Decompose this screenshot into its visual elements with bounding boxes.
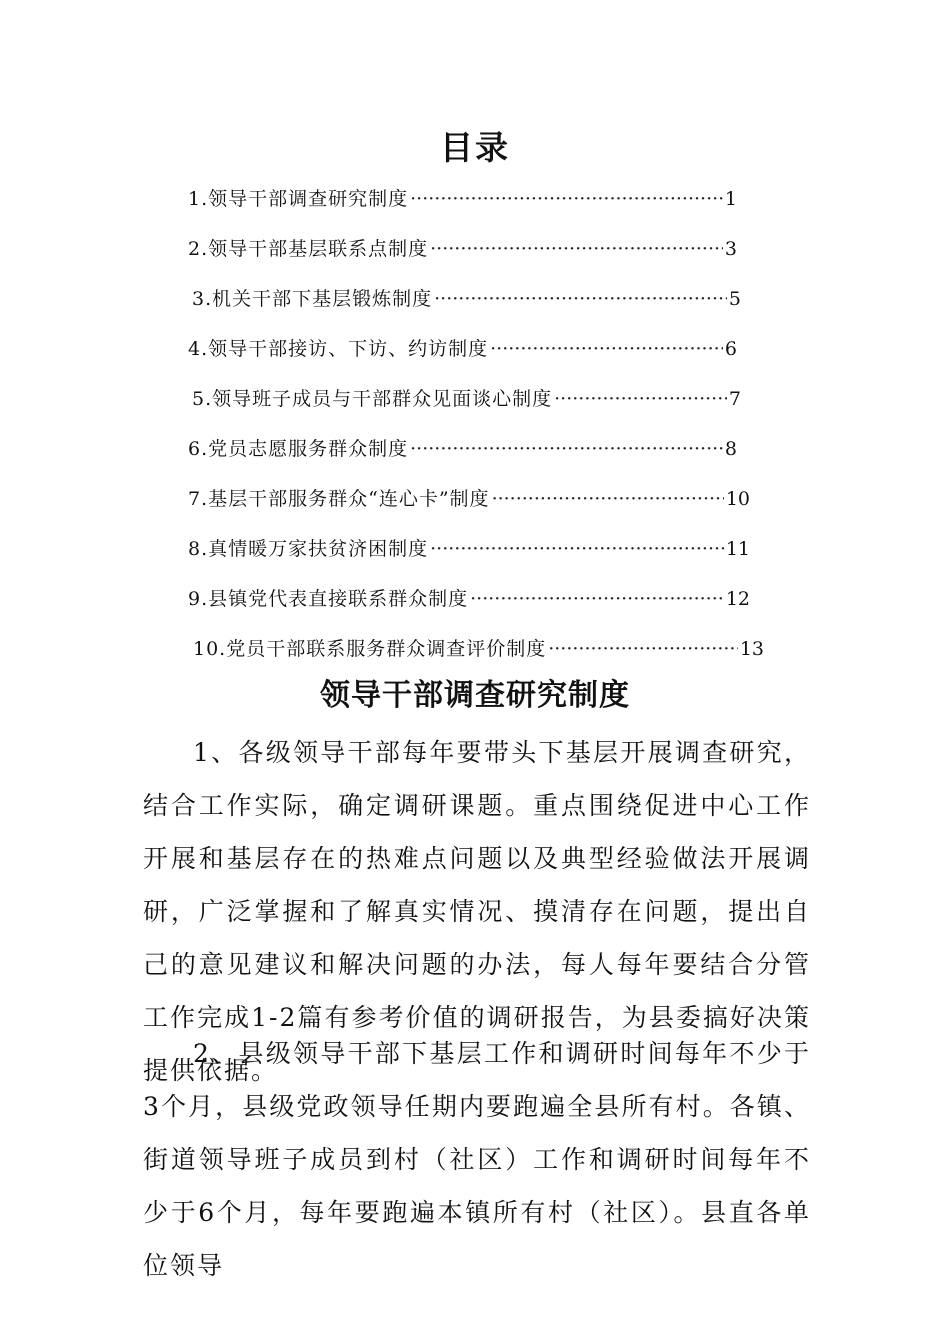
- toc-item-label: 4.领导干部接访、下访、约访制度: [188, 338, 489, 360]
- toc-item-page: 1: [724, 188, 737, 210]
- toc-item-label: 9.县镇党代表直接联系群众制度: [188, 588, 469, 610]
- toc-item-page: 6: [724, 338, 737, 360]
- toc-item-page: 3: [724, 238, 737, 260]
- toc-leader-dots: [434, 284, 727, 314]
- toc-item-page: 5: [728, 288, 741, 310]
- toc-item[interactable]: [188, 534, 750, 564]
- toc-item[interactable]: [188, 184, 737, 214]
- toc-leader-dots: [492, 484, 724, 514]
- toc-item[interactable]: [188, 434, 737, 464]
- toc-item-page: 7: [728, 388, 741, 410]
- toc-leader-dots: [430, 234, 723, 264]
- paragraph-text: 1、各级领导干部每年要带头下基层开展调查研究，结合工作实际，确定调研课题。重点围绕促进中心工作开展和基层存在的热难点问题以及典型经验做法开展调研，广泛掌握和了解真实情况、摸清存在问题，提出自己的意见建议和解决问题的办法，每人每年要结合分管工作完成1-2篇有参考价值的调研报告，为县委搞好决策提供依据。: [143, 738, 811, 1085]
- section-title: 领导干部调查研究制度: [320, 678, 630, 713]
- toc-item-page: 8: [724, 438, 737, 460]
- toc-item-label: 2.领导干部基层联系点制度: [188, 238, 429, 260]
- toc-title: 目录: [440, 128, 510, 167]
- toc-item[interactable]: [193, 634, 764, 664]
- toc-item-page: 11: [725, 538, 750, 560]
- toc-item-label: 7.基层干部服务群众“连心卡”制度: [188, 488, 490, 510]
- toc-item[interactable]: [188, 234, 737, 264]
- toc-item[interactable]: [192, 284, 741, 314]
- toc-item[interactable]: [188, 334, 737, 364]
- toc-leader-dots: [430, 534, 724, 564]
- toc-item[interactable]: [188, 484, 750, 514]
- toc-item-label: 5.领导班子成员与干部群众见面谈心制度: [192, 388, 553, 410]
- toc-leader-dots: [410, 434, 723, 464]
- toc-leader-dots: [470, 584, 724, 614]
- toc-leader-dots: [410, 184, 723, 214]
- body-paragraph: [143, 1027, 811, 1292]
- toc-item-label: 1.领导干部调查研究制度: [188, 188, 409, 210]
- toc-leader-dots: [490, 334, 723, 364]
- toc-item-label: 6.党员志愿服务群众制度: [188, 438, 409, 460]
- toc-item-label: 10.党员干部联系服务群众调查评价制度: [193, 638, 547, 660]
- toc-item-label: 3.机关干部下基层锻炼制度: [192, 288, 433, 310]
- toc-item-page: 10: [725, 488, 750, 510]
- paragraph-text: 2、县级领导干部下基层工作和调研时间每年不少于3个月，县级党政领导任期内要跑遍全县所有村。各镇、街道领导班子成员到村（社区）工作和调研时间每年不少于6个月，每年要跑遍本镇所有村（社区）。县直各单位领导: [143, 1039, 811, 1280]
- toc-leader-dots: [554, 384, 727, 414]
- toc-item-page: 12: [725, 588, 750, 610]
- toc-item[interactable]: [188, 584, 750, 614]
- toc-item-label: 8.真情暖万家扶贫济困制度: [188, 538, 429, 560]
- toc-item-page: 13: [739, 638, 764, 660]
- toc-leader-dots: [548, 634, 738, 664]
- toc-item[interactable]: [192, 384, 741, 414]
